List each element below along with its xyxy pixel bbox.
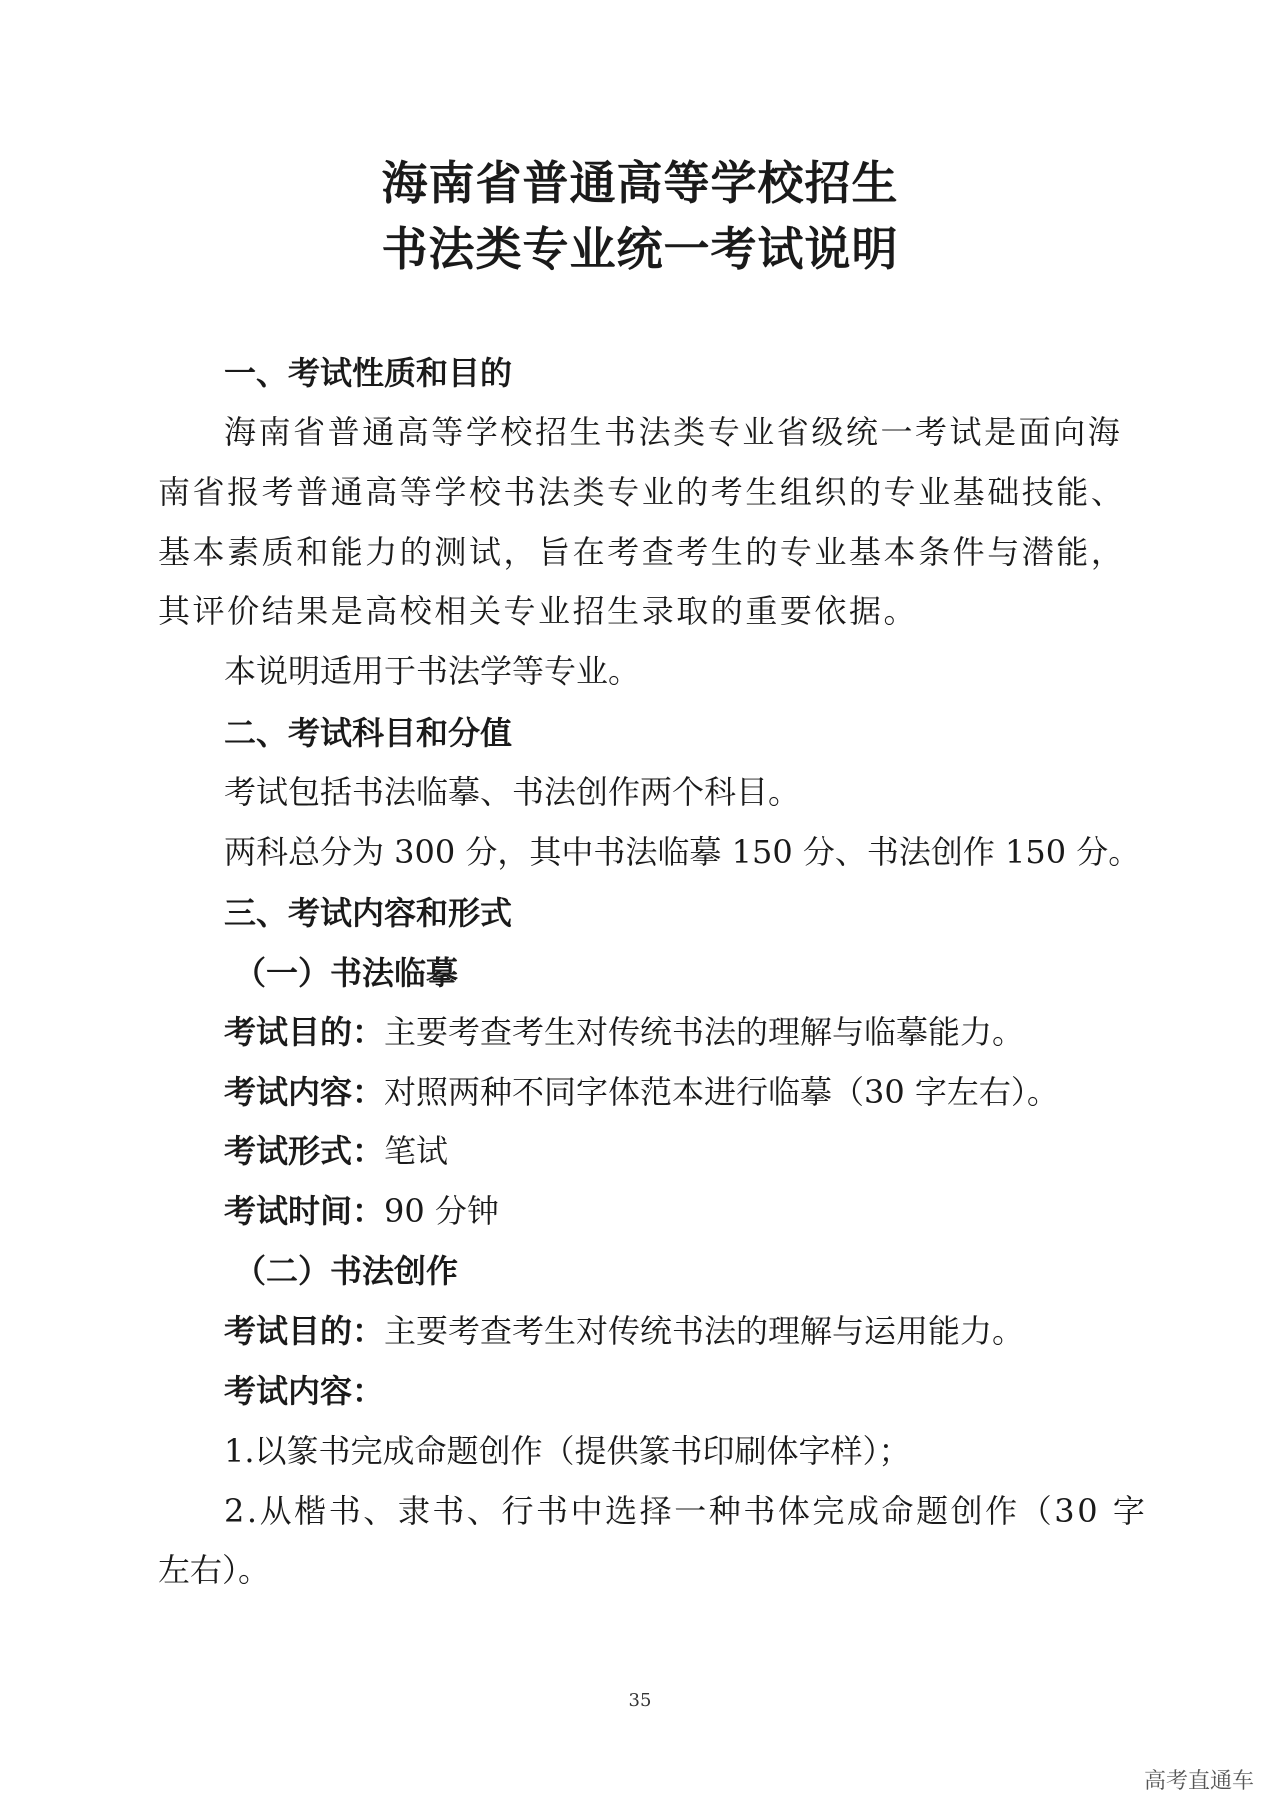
title-line-1: 海南省普通高等学校招生 [381, 156, 899, 210]
item-value: 对照两种不同字体范本进行临摹（30 字左右）。 [384, 1073, 1059, 1111]
section1-para1-line1: 海南省普通高等学校招生书法类专业省级统一考试是面向海 [224, 413, 1123, 451]
sub2-list-item-1: 1.以篆书完成命题创作（提供篆书印刷体字样）； [224, 1432, 911, 1470]
item-label: 考试目的： [224, 1013, 385, 1051]
section2-para2: 两科总分为 300 分，其中书法临摹 150 分、书法创作 150 分。 [224, 833, 1141, 871]
subsection2-heading: （二）书法创作 [234, 1252, 459, 1290]
sub1-item-form [224, 1131, 448, 1171]
item-value: 主要考查考生对传统书法的理解与运用能力。 [384, 1312, 1025, 1350]
item-value: 90 分钟 [384, 1192, 499, 1230]
section1-para1-line4: 其评价结果是高校相关专业招生录取的重要依据。 [158, 592, 919, 630]
section3-heading: 三、考试内容和形式 [224, 894, 513, 932]
sub2-content-label: 考试内容： [224, 1372, 385, 1410]
sub1-item-purpose [224, 1012, 1024, 1052]
section2-heading: 二、考试科目和分值 [224, 714, 513, 752]
sub1-item-time [224, 1191, 499, 1231]
item-value: 主要考查考生对传统书法的理解与临摹能力。 [384, 1013, 1025, 1051]
sub1-item-content [224, 1072, 1059, 1112]
item-label: 考试形式： [224, 1132, 385, 1170]
item-label: 考试目的： [224, 1312, 385, 1350]
document-title [0, 150, 1280, 282]
subsection1-heading: （一）书法临摹 [234, 954, 459, 992]
item-value: 笔试 [384, 1132, 449, 1170]
section2-para1: 考试包括书法临摹、书法创作两个科目。 [224, 773, 801, 811]
section1-para1-line3: 基本素质和能力的测试，旨在考查考生的专业基本条件与潜能， [158, 533, 1126, 571]
item-label: 考试时间： [224, 1192, 385, 1230]
section1-para2: 本说明适用于书法学等专业。 [224, 652, 641, 690]
title-line-2: 书法类专业统一考试说明 [381, 222, 899, 276]
section1-para1-line2: 南省报考普通高等学校书法类专业的考生组织的专业基础技能、 [158, 473, 1126, 511]
sub2-item-purpose [224, 1311, 1024, 1351]
sub2-list-item-2: 2.从楷书、隶书、行书中选择一种书体完成命题创作（30 字 [224, 1492, 1148, 1530]
sub2-list-item-2-continued: 左右）。 [158, 1551, 271, 1589]
item-label: 考试内容： [224, 1073, 385, 1111]
section1-heading: 一、考试性质和目的 [224, 354, 513, 392]
watermark: 高考直通车 [1143, 1769, 1254, 1794]
page-number: 35 [628, 1690, 652, 1711]
